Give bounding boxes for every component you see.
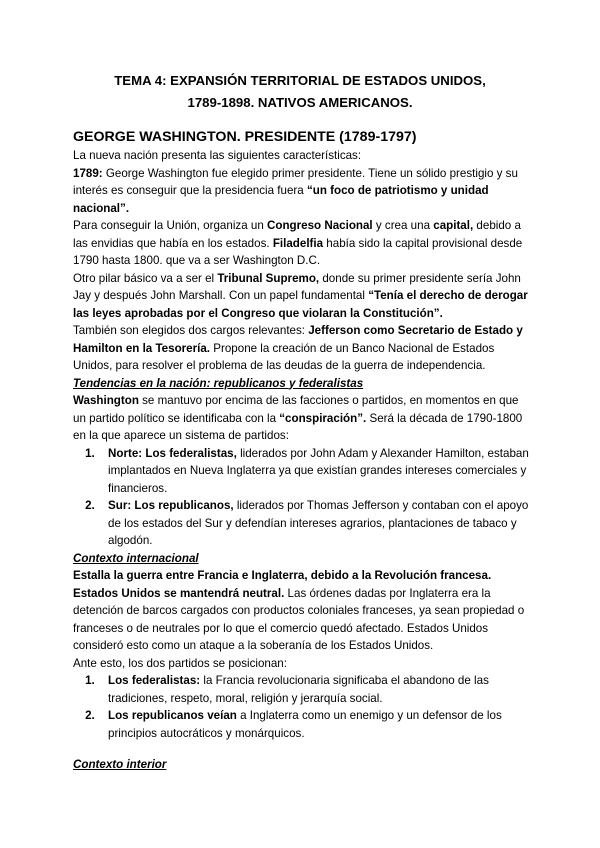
paragraph-washington-partidos bbox=[73, 392, 533, 445]
text: liderados por John Adam y Alexander Hamilton, estaban implantados en Nueva Inglaterra ya que existían grandes intereses comerciales y financieros. bbox=[108, 446, 529, 495]
paragraph-union bbox=[73, 217, 533, 270]
list-item bbox=[98, 497, 533, 550]
subheading-contexto-interior: Contexto interior bbox=[73, 758, 167, 771]
bold-text: Tribunal Supremo, bbox=[217, 271, 320, 285]
bold-text: Norte: Los federalistas, bbox=[108, 446, 237, 460]
list-item bbox=[98, 707, 533, 742]
text: Las órdenes dadas por Inglaterra era la detención de barcos cargados con productos coloniales franceses, ya sean propiedad o franceses o de neutrales por lo que el comercio quedó afectado. Estados Unidos consideró esto como un ataque a la soberanía de los Estados Unidos. bbox=[73, 586, 525, 652]
bold-text: “Tenía el derecho de derogar las leyes aprobadas por el Congreso que violaran la Constitución”. bbox=[73, 289, 528, 320]
text: Otro pilar básico va a ser el bbox=[73, 271, 218, 285]
party-list bbox=[73, 445, 533, 550]
bold-text: “un foco de patriotismo y unidad nacional”. bbox=[73, 184, 489, 215]
bold-text: Washington bbox=[73, 394, 139, 407]
paragraph-posicion: Ante esto, los dos partidos se posicionan: bbox=[73, 656, 287, 670]
bold-text: Jefferson como Secretario de Estado y Hamilton en la Tesorería. bbox=[73, 324, 523, 355]
text: George Washington fue elegido primer presidente. Tiene un sólido prestigio y su interés es conseguir que la presidencia fuera bbox=[73, 166, 518, 197]
text: había sido la capital provisional desde 1790 hasta 1800. que va a ser Washington D.C. bbox=[73, 236, 523, 267]
text: a Inglaterra como un enemigo y un defensor de los principios autocráticos y monárquicos. bbox=[108, 709, 502, 740]
bold-text: “conspiración”. bbox=[279, 411, 367, 425]
title-line-2: 1789-1898. NATIVOS AMERICANOS. bbox=[187, 95, 413, 110]
text: donde su primer presidente sería John Jay y después John Marshall. Con un papel fundamental bbox=[73, 271, 521, 302]
paragraph-1789 bbox=[73, 165, 533, 218]
subheading-tendencias: Tendencias en la nación: republicanos y federalistas bbox=[73, 376, 364, 390]
bold-text: Sur: Los republicanos, bbox=[108, 499, 234, 512]
text: También son elegidos dos cargos relevantes: bbox=[73, 324, 309, 337]
paragraph-cargos bbox=[73, 322, 533, 375]
section-intro: La nueva nación presenta las siguientes características: bbox=[73, 149, 362, 162]
spacer bbox=[73, 742, 533, 756]
paragraph-tribunal bbox=[73, 270, 533, 323]
text: liderados por Thomas Jefferson y contaban con el apoyo de los estados del Sur y defendían intereses agrarios, plantaciones de tabaco y algodón. bbox=[108, 499, 529, 547]
bold-text: capital, bbox=[433, 219, 474, 232]
bold-text: Los republicanos veían bbox=[108, 709, 237, 722]
bold-text: Los federalistas: bbox=[108, 674, 201, 687]
list-item bbox=[98, 445, 533, 498]
bold-text: 1789: bbox=[73, 166, 103, 180]
text: Será la década de 1790-1800 en la que aparece un sistema de partidos: bbox=[73, 411, 523, 442]
document-body bbox=[73, 127, 533, 774]
title-line-1: TEMA 4: EXPANSIÓN TERRITORIAL DE ESTADOS UNIDOS, bbox=[114, 73, 486, 88]
list-item bbox=[98, 672, 533, 707]
bold-text: Estalla la guerra entre Francia e Inglaterra, debido a la Revolución francesa. Estados Unidos se mantendrá neutral. bbox=[73, 569, 492, 600]
text: y crea una bbox=[372, 219, 434, 232]
bold-text: Filadelfia bbox=[272, 236, 324, 250]
document-title bbox=[60, 70, 540, 114]
position-list bbox=[73, 672, 533, 742]
text: la Francia revolucionaria significaba el abandono de las tradiciones, respeto, moral, religión y jerarquía social. bbox=[108, 674, 489, 705]
text: Propone la creación de un Banco Nacional de Estados Unidos, para resolver el problema de las deudas de la guerra de independencia. bbox=[73, 341, 495, 372]
text: debido a las envidias que había en los estados. bbox=[73, 219, 521, 250]
subheading-contexto-internacional: Contexto internacional bbox=[73, 551, 199, 565]
paragraph-guerra bbox=[73, 567, 533, 655]
text: Para conseguir la Unión, organiza un bbox=[73, 219, 267, 232]
section-heading-washington: GEORGE WASHINGTON. PRESIDENTE (1789-1797) bbox=[73, 129, 417, 145]
text: se mantuvo por encima de las facciones o partidos, en momentos en que un partido político se identificaba con la bbox=[73, 394, 519, 425]
bold-text: Congreso Nacional bbox=[267, 219, 373, 232]
